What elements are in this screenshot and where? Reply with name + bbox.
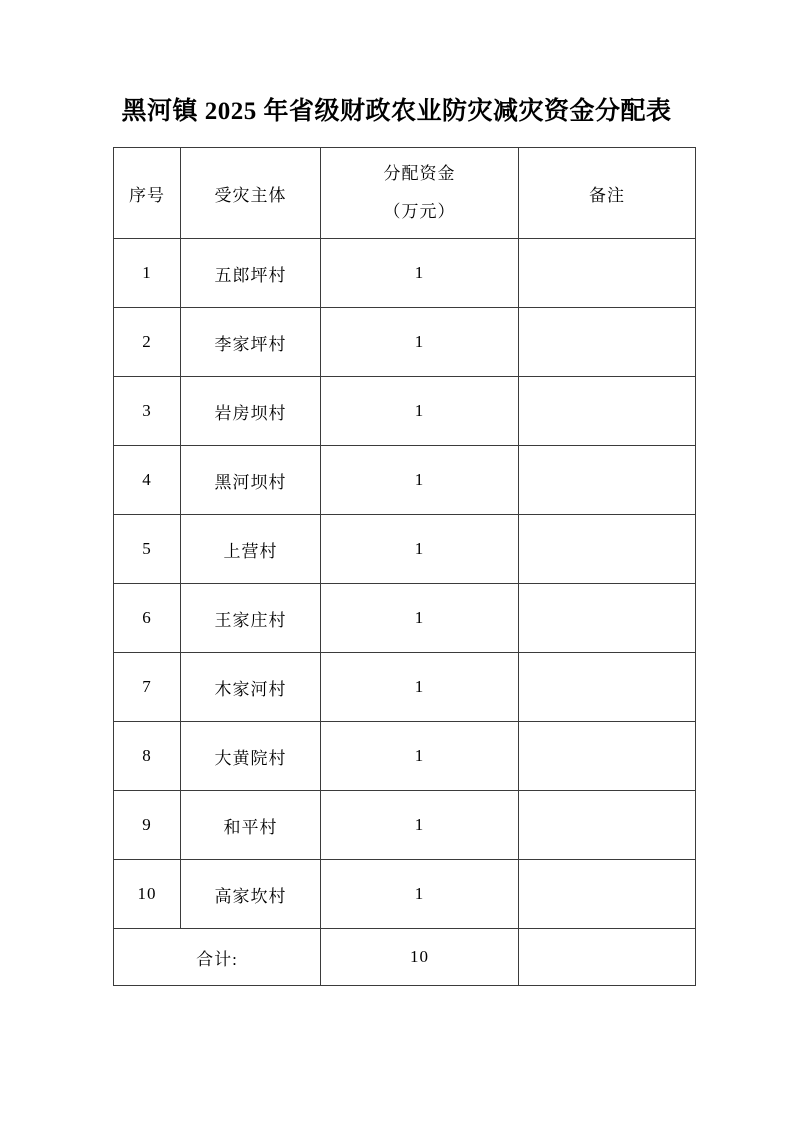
cell-seq: 10 <box>114 860 181 929</box>
cell-remark <box>519 446 696 515</box>
cell-seq: 3 <box>114 377 181 446</box>
cell-entity: 木家河村 <box>181 653 321 722</box>
table-row <box>114 584 696 653</box>
cell-remark <box>519 860 696 929</box>
cell-entity: 李家坪村 <box>181 308 321 377</box>
header-cell-fund <box>321 148 519 239</box>
cell-entity: 黑河坝村 <box>181 446 321 515</box>
cell-remark <box>519 515 696 584</box>
table-row <box>114 722 696 791</box>
page-title: 黑河镇 2025 年省级财政农业防灾减灾资金分配表 <box>121 98 672 125</box>
cell-entity: 上营村 <box>181 515 321 584</box>
cell-seq: 5 <box>114 515 181 584</box>
cell-entity: 大黄院村 <box>181 722 321 791</box>
total-label-cell: 合计: <box>114 929 321 986</box>
cell-entity: 高家坎村 <box>181 860 321 929</box>
cell-remark <box>519 653 696 722</box>
total-remark-cell <box>519 929 696 986</box>
table-row <box>114 653 696 722</box>
cell-remark <box>519 791 696 860</box>
cell-seq: 4 <box>114 446 181 515</box>
cell-entity: 岩房坝村 <box>181 377 321 446</box>
allocation-table <box>113 147 696 986</box>
cell-fund: 1 <box>321 308 519 377</box>
cell-seq: 2 <box>114 308 181 377</box>
table-row <box>114 377 696 446</box>
header-fund-line1: 分配资金 <box>383 164 456 183</box>
cell-entity: 和平村 <box>181 791 321 860</box>
cell-remark <box>519 239 696 308</box>
header-cell-remark: 备注 <box>519 148 696 239</box>
cell-remark <box>519 308 696 377</box>
table-row <box>114 308 696 377</box>
table-row <box>114 791 696 860</box>
cell-fund: 1 <box>321 791 519 860</box>
cell-seq: 7 <box>114 653 181 722</box>
cell-seq: 9 <box>114 791 181 860</box>
cell-entity: 五郎坪村 <box>181 239 321 308</box>
table-row <box>114 446 696 515</box>
table-total-row <box>114 929 696 986</box>
cell-remark <box>519 722 696 791</box>
cell-remark <box>519 584 696 653</box>
cell-seq: 8 <box>114 722 181 791</box>
cell-fund: 1 <box>321 446 519 515</box>
cell-fund: 1 <box>321 239 519 308</box>
table-row <box>114 239 696 308</box>
table-row <box>114 515 696 584</box>
cell-fund: 1 <box>321 860 519 929</box>
table-header-row <box>114 148 696 239</box>
cell-fund: 1 <box>321 377 519 446</box>
cell-seq: 1 <box>114 239 181 308</box>
cell-fund: 1 <box>321 722 519 791</box>
cell-entity: 王家庄村 <box>181 584 321 653</box>
cell-fund: 1 <box>321 653 519 722</box>
header-cell-entity: 受灾主体 <box>181 148 321 239</box>
cell-fund: 1 <box>321 515 519 584</box>
cell-seq: 6 <box>114 584 181 653</box>
cell-fund: 1 <box>321 584 519 653</box>
table-row <box>114 860 696 929</box>
header-fund-line2: （万元） <box>383 202 456 221</box>
cell-remark <box>519 377 696 446</box>
total-fund-cell: 10 <box>321 929 519 986</box>
header-cell-seq: 序号 <box>114 148 181 239</box>
